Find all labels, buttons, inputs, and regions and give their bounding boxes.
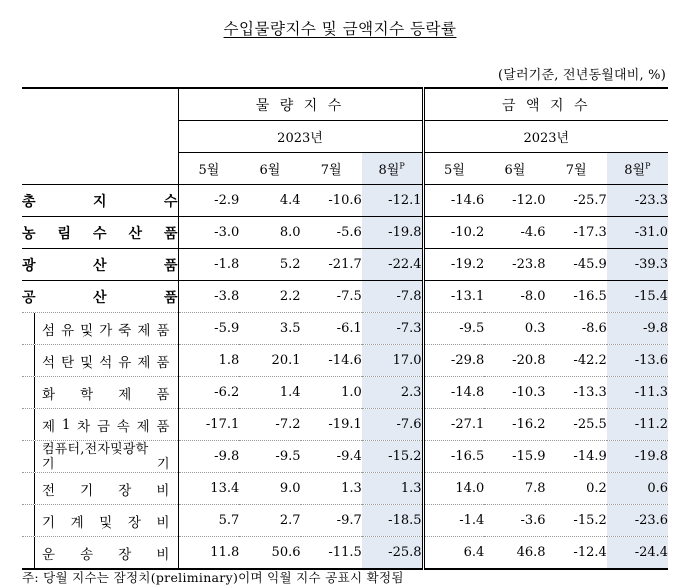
value-cell: -11.3 — [607, 377, 668, 409]
volume-cell: 50.6 — [239, 537, 300, 570]
volume-cell: -10.6 — [301, 185, 362, 217]
row-label: 섬 유 및 가 죽 제 품 — [22, 313, 178, 345]
volume-cell: -9.4 — [301, 441, 362, 473]
value-cell: -29.8 — [423, 345, 484, 377]
value-cell: -9.8 — [607, 313, 668, 345]
volume-cell: 1.3 — [362, 473, 423, 505]
value-cell: -25.5 — [546, 409, 607, 441]
volume-cell: -15.2 — [362, 441, 423, 473]
value-cell: -39.3 — [607, 249, 668, 281]
corner-cell — [22, 88, 178, 185]
volume-cell: 1.8 — [178, 345, 239, 377]
volume-cell: -22.4 — [362, 249, 423, 281]
value-cell: -10.3 — [484, 377, 545, 409]
volume-cell: 5.2 — [239, 249, 300, 281]
table-title: 수입물량지수 및 금액지수 등락률 — [223, 20, 457, 38]
value-cell: -8.6 — [546, 313, 607, 345]
row-label: 제 1 차 금 속 제 품 — [22, 409, 178, 441]
volume-cell: -17.1 — [178, 409, 239, 441]
value-cell: -16.5 — [546, 281, 607, 313]
table-row — [22, 505, 668, 537]
volume-cell: -14.6 — [301, 345, 362, 377]
unit-note: (달러기준, 전년동월대비, %) — [497, 68, 666, 83]
table-row — [22, 377, 668, 409]
value-cell: -12.0 — [484, 185, 545, 217]
table-row — [22, 441, 668, 473]
month-header-value-2: 6월 — [484, 153, 545, 185]
value-cell: -20.8 — [484, 345, 545, 377]
row-label: 화 학 제 품 — [22, 377, 178, 409]
footnote: 주: 당월 지수는 잠정치(preliminary)이며 익월 지수 공표시 확정됨 — [22, 570, 404, 585]
value-cell: -23.3 — [607, 185, 668, 217]
value-cell: -11.2 — [607, 409, 668, 441]
value-cell: -31.0 — [607, 217, 668, 249]
row-label: 기 계 및 장 비 — [22, 505, 178, 537]
table-row — [22, 281, 668, 313]
value-cell: -23.6 — [607, 505, 668, 537]
row-label: 컴퓨터,전자및광학 기 기 — [22, 441, 178, 473]
value-cell: -14.8 — [423, 377, 484, 409]
preliminary-mark: P — [645, 161, 651, 171]
table-row — [22, 313, 668, 345]
volume-cell: -12.1 — [362, 185, 423, 217]
value-cell: -23.8 — [484, 249, 545, 281]
volume-cell: -3.0 — [178, 217, 239, 249]
value-cell: -19.2 — [423, 249, 484, 281]
row-label: 광 산 품 — [22, 249, 178, 281]
volume-cell: 1.0 — [301, 377, 362, 409]
month-header-volume-1: 5월 — [178, 153, 239, 185]
value-cell: -3.6 — [484, 505, 545, 537]
volume-cell: 4.4 — [239, 185, 300, 217]
table-row — [22, 473, 668, 505]
value-cell: -45.9 — [546, 249, 607, 281]
year-header-volume: 2023년 — [178, 121, 423, 153]
value-cell: -14.9 — [546, 441, 607, 473]
volume-cell: -6.1 — [301, 313, 362, 345]
month-header-volume-2: 6월 — [239, 153, 300, 185]
volume-cell: 2.3 — [362, 377, 423, 409]
volume-cell: -25.8 — [362, 537, 423, 570]
value-cell: -27.1 — [423, 409, 484, 441]
group-header-value: 금 액 지 수 — [423, 88, 668, 121]
value-cell: -1.4 — [423, 505, 484, 537]
value-cell: 0.3 — [484, 313, 545, 345]
volume-cell: -7.3 — [362, 313, 423, 345]
row-label: 운 송 장 비 — [22, 537, 178, 570]
value-cell: -9.5 — [423, 313, 484, 345]
table-row — [22, 345, 668, 377]
volume-cell: 13.4 — [178, 473, 239, 505]
value-cell: -13.1 — [423, 281, 484, 313]
value-cell: -17.3 — [546, 217, 607, 249]
value-cell: 7.8 — [484, 473, 545, 505]
volume-cell: 17.0 — [362, 345, 423, 377]
month-header-value-4: 8월$^P$ — [607, 153, 668, 185]
volume-cell: -5.6 — [301, 217, 362, 249]
table-row — [22, 537, 668, 570]
volume-cell: -7.8 — [362, 281, 423, 313]
table-row — [22, 185, 668, 217]
value-cell: -42.2 — [546, 345, 607, 377]
value-cell: 0.2 — [546, 473, 607, 505]
value-cell: -25.7 — [546, 185, 607, 217]
value-cell: -15.9 — [484, 441, 545, 473]
volume-cell: -19.1 — [301, 409, 362, 441]
value-cell: -15.4 — [607, 281, 668, 313]
value-cell: -13.3 — [546, 377, 607, 409]
row-label: 농 림 수 산 품 — [22, 217, 178, 249]
value-cell: -19.8 — [607, 441, 668, 473]
month-header-value-3: 7월 — [546, 153, 607, 185]
month-header-volume-3: 7월 — [301, 153, 362, 185]
volume-cell: 2.2 — [239, 281, 300, 313]
volume-cell: 11.8 — [178, 537, 239, 570]
table-row — [22, 409, 668, 441]
volume-cell: 1.3 — [301, 473, 362, 505]
row-label: 전 기 장 비 — [22, 473, 178, 505]
value-cell: -14.6 — [423, 185, 484, 217]
volume-cell: -3.8 — [178, 281, 239, 313]
volume-cell: -9.8 — [178, 441, 239, 473]
volume-cell: -1.8 — [178, 249, 239, 281]
row-label: 석 탄 및 석 유 제 품 — [22, 345, 178, 377]
volume-cell: -11.5 — [301, 537, 362, 570]
volume-cell: -19.8 — [362, 217, 423, 249]
volume-cell: 8.0 — [239, 217, 300, 249]
value-cell: 14.0 — [423, 473, 484, 505]
group-header-volume: 물 량 지 수 — [178, 88, 423, 121]
volume-cell: 2.7 — [239, 505, 300, 537]
month-header-value-1: 5월 — [423, 153, 484, 185]
volume-cell: -7.6 — [362, 409, 423, 441]
volume-cell: 20.1 — [239, 345, 300, 377]
volume-cell: 9.0 — [239, 473, 300, 505]
volume-cell: -5.9 — [178, 313, 239, 345]
value-cell: 0.6 — [607, 473, 668, 505]
volume-cell: -9.7 — [301, 505, 362, 537]
value-cell: -24.4 — [607, 537, 668, 570]
value-cell: -8.0 — [484, 281, 545, 313]
year-header-value: 2023년 — [423, 121, 668, 153]
row-label: 총 지 수 — [22, 185, 178, 217]
volume-cell: -7.5 — [301, 281, 362, 313]
value-cell: -16.5 — [423, 441, 484, 473]
volume-cell: -6.2 — [178, 377, 239, 409]
value-cell: -4.6 — [484, 217, 545, 249]
preliminary-mark: P — [399, 161, 405, 171]
value-cell: 6.4 — [423, 537, 484, 570]
row-label: 공 산 품 — [22, 281, 178, 313]
volume-cell: -9.5 — [239, 441, 300, 473]
volume-cell: -21.7 — [301, 249, 362, 281]
value-cell: -15.2 — [546, 505, 607, 537]
table-row — [22, 249, 668, 281]
volume-cell: 3.5 — [239, 313, 300, 345]
value-cell: -12.4 — [546, 537, 607, 570]
volume-cell: 5.7 — [178, 505, 239, 537]
volume-cell: 1.4 — [239, 377, 300, 409]
volume-cell: -18.5 — [362, 505, 423, 537]
month-header-volume-4: 8월$^P$ — [362, 153, 423, 185]
import-index-table — [22, 87, 668, 570]
value-cell: 46.8 — [484, 537, 545, 570]
table-row — [22, 217, 668, 249]
volume-cell: -7.2 — [239, 409, 300, 441]
value-cell: -10.2 — [423, 217, 484, 249]
value-cell: -16.2 — [484, 409, 545, 441]
volume-cell: -2.9 — [178, 185, 239, 217]
value-cell: -13.6 — [607, 345, 668, 377]
